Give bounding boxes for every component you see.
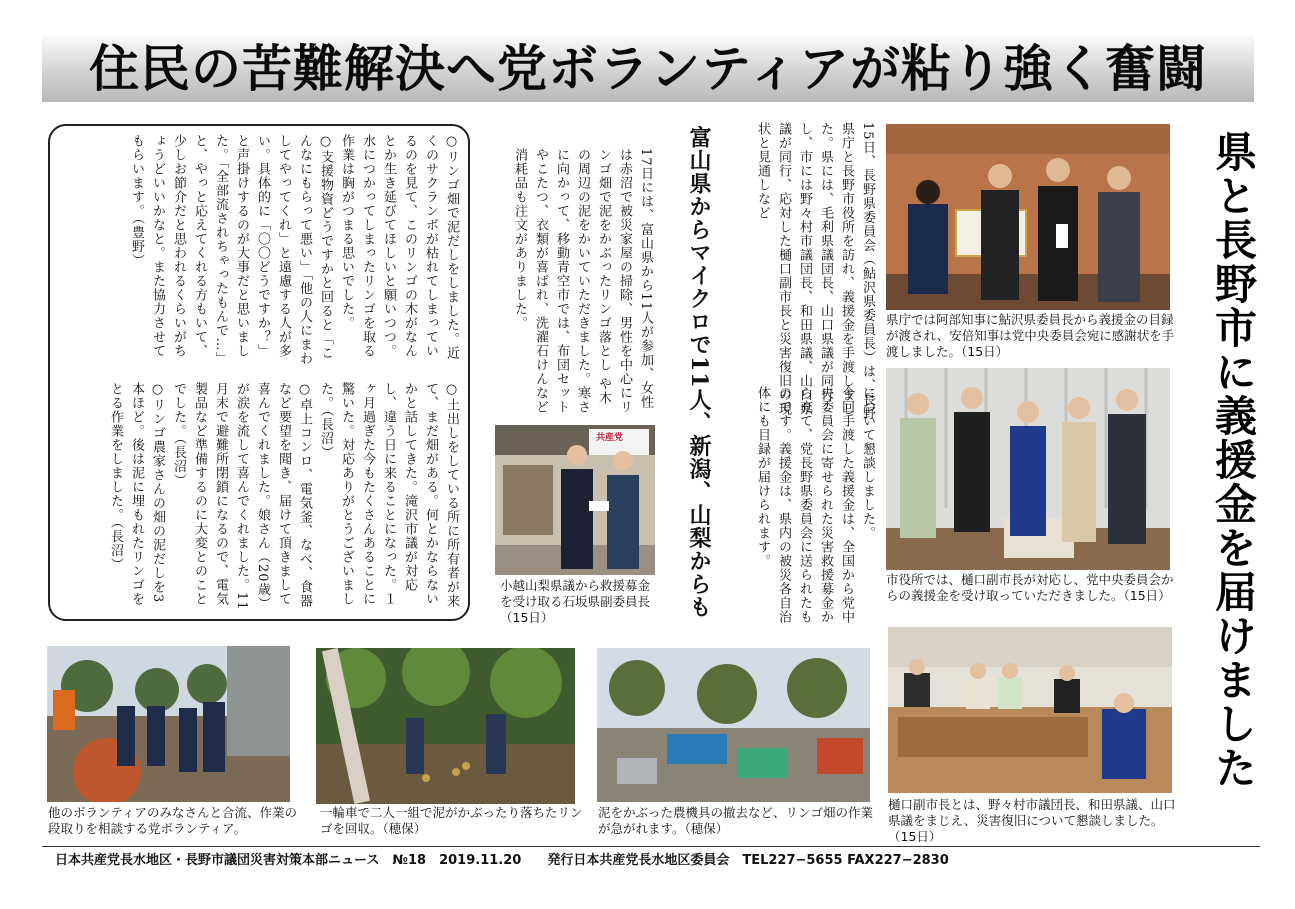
caption-volunteers-orchard: 他のボランティアのみなさんと合流、作業の段取りを相談する党ボランティア。 bbox=[48, 805, 298, 836]
photo-volunteers-orchard bbox=[47, 646, 290, 802]
article1-paragraph: 15日、長野県委員会（鮎沢県委員長）は、長野県庁と長野市役所を訪れ、義援金を手渡しました。県には、毛利県議団長、山口県議が同行し、市には野々村市議団長、和田県議、山口県議が同行、応対した樋口副市長と災害復旧の現状と見通しなど bbox=[755, 122, 875, 421]
article1-top bbox=[700, 122, 878, 422]
photo-farm-equipment bbox=[597, 648, 870, 802]
footer-divider bbox=[42, 846, 1260, 847]
footer-info: 日本共産党長水地区・長野市議団災害対策本部ニュース №18 2019.11.20 発行日本共産党長水地区委員会 TEL227−5655 FAX227−2830 bbox=[55, 853, 949, 868]
side-title: 県と長野市に義援金を届けました bbox=[1209, 130, 1258, 790]
photo-city-hall bbox=[886, 368, 1170, 570]
article2-headline: 富山県からマイクロで11人、新潟、山梨からも bbox=[686, 126, 712, 619]
article2-body: 17日には、富山県から11人が参加、女性は赤沼で被災家屋の掃除、男性を中心にリンゴ畑で泥をかぶったリンゴ落とし や木の周辺の泥をかいていただきました。寒さに向かって、移動青空市では、布団セットやこたつ、衣類が喜ばれ、洗濯石けんなど消耗品も注文がありました。 bbox=[512, 148, 653, 414]
caption-wheelbarrow: 一輪車で二人一組で泥がかぶったり落ちたリンゴを回収。（穂保） bbox=[320, 805, 583, 836]
voices-lower bbox=[58, 382, 462, 614]
caption-farm-equipment: 泥をかぶった農機具の撤去など、リンゴ畑の作業が急がれます。（穂保） bbox=[598, 805, 874, 836]
caption-meeting: 樋口副市長とは、野々村市議団長、和田県議、山口県議をまじえ、災害復旧について懇談しました。（15日） bbox=[888, 797, 1176, 844]
article1-paragraph: 今回手渡した義援金は、全国から党中央委員会に寄せられた災害救援募金から充て、党長野県委員会に送られたものです。義援金は、県内の被災各自治体にも目録が届けられます。 bbox=[755, 386, 854, 624]
caption-city-hall: 市役所では、樋口副市長が対応し、党中央委員会からの義援金を受け取っていただきました。（15日） bbox=[886, 572, 1174, 603]
article1-paragraph: について懇談しました。 bbox=[860, 386, 875, 540]
voice-item: ○支援物資どうですかと回ると「こんなにもらって悪い」「他の人にまわしてやってくれ」と遠慮する人が多い。具体的に「〇〇どうですか？」と声掛けするのが大事だと思いました。「全部流されちゃったもんで…」と、やっと応えてくれる方もいて、少しお節介だと思われるくらいがちょうどいいかなと。また協力させてもらいます。（豊野） bbox=[129, 134, 333, 366]
photo-sign-text: 共産党 bbox=[596, 433, 624, 443]
caption-prefecture-office: 県庁では阿部知事に鮎沢県委員長から義援金の目録が渡され、安倍知事は党中央委員会宛に感謝状を手渡しました。（15日） bbox=[886, 312, 1175, 359]
photo-wheelbarrow bbox=[316, 648, 575, 804]
article1-bottom bbox=[700, 386, 878, 626]
photo-donation-handover bbox=[495, 425, 655, 575]
voices-upper bbox=[58, 134, 462, 370]
caption-donation-handover: 小越山梨県議から救援募金を受け取る石坂県副委員長（15日） bbox=[500, 578, 651, 625]
voice-item: ○卓上コンロ、電気釜、なべ、食器など要望を聞き、届けて頂きまして喜んでくれました。娘さん（20歳）が涙を流して喜んでくれました。11月末で避難所閉鎖になるので、電気製品など準備するのに大変とのことでした。（長沼） bbox=[171, 382, 312, 611]
photo-meeting bbox=[888, 627, 1172, 793]
voice-item: ○リンゴ畑で泥だしをしました。近くのサクランボが枯れてしまっているのを見て、このリンゴの木がなんとか生き延びてほしいと願いつつ。水につかってしまったリンゴを取る作業は胸がつまる思いでした。 bbox=[339, 134, 459, 360]
page-headline: 住民の苦難解決へ党ボランティアが粘り強く奮闘 bbox=[89, 40, 1207, 98]
voice-item: ○土出しをしている所に所有者が来て、まだ畑がある。何とかならないかと話してきた。滝沢市議が対応し、違う日に来ることになった。１ヶ月過ぎた今もたくさんあることに驚いた。対応ありがとうございました。（長沼） bbox=[318, 382, 459, 608]
photo-prefecture-office bbox=[886, 124, 1170, 310]
voice-item: ○リンゴ農家さんの畑の泥だしを3本ほど。後は泥に埋もれたリンゴをとる作業をしました。（長沼） bbox=[108, 382, 165, 606]
